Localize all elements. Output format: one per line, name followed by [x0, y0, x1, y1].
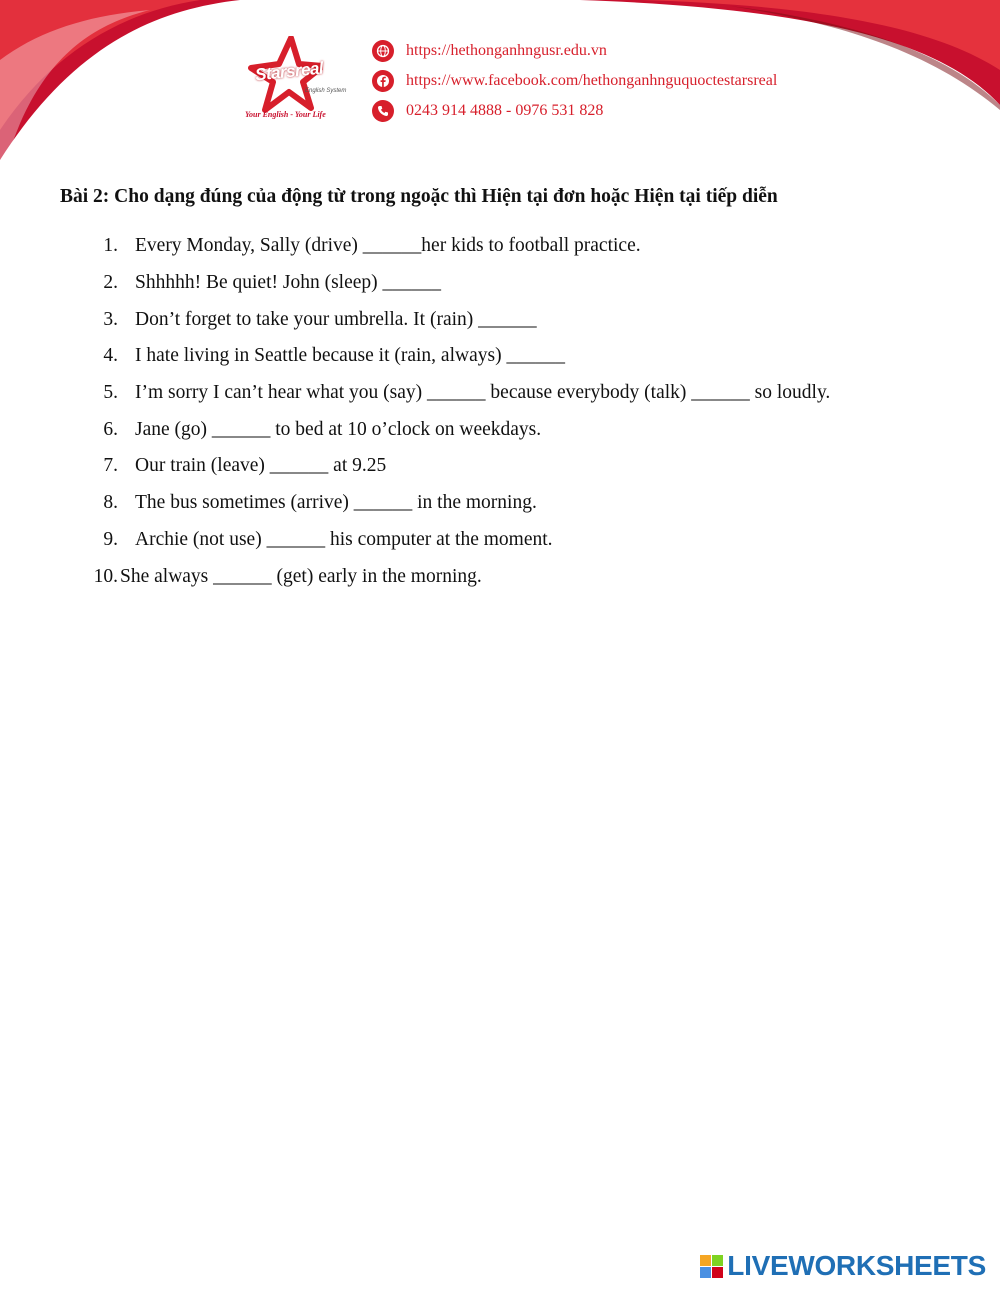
- item-number: 4.: [103, 345, 118, 367]
- header-swoosh-left: [0, 0, 240, 170]
- item-number: 10.: [93, 565, 118, 587]
- item-number: 6.: [103, 418, 118, 440]
- exercise-item: [80, 558, 830, 595]
- exercise-item: [80, 301, 830, 338]
- logo-name: Starsreal: [254, 58, 325, 85]
- item-text: I hate living in Seattle because it (rain, always) ______: [135, 345, 565, 367]
- phone-numbers: 0243 914 4888 - 0976 531 828: [406, 102, 604, 119]
- phone-icon: [372, 100, 394, 122]
- exercise-item: [80, 522, 830, 559]
- liveworksheets-logo[interactable]: [700, 1250, 986, 1282]
- facebook-link[interactable]: https://www.facebook.com/hethonganhnguquoctestarsreal: [406, 72, 778, 89]
- item-number: 3.: [103, 308, 118, 330]
- brand-name: LIVEWORKSHEETS: [727, 1250, 986, 1281]
- item-text: The bus sometimes (arrive) ______ in the morning.: [135, 492, 537, 514]
- contact-info: [372, 36, 777, 126]
- brand-squares-icon: [700, 1255, 723, 1278]
- item-text: Shhhhh! Be quiet! John (sleep) ______: [135, 272, 442, 294]
- item-text: Don’t forget to take your umbrella. It (rain) ______: [135, 308, 537, 330]
- item-text: She always ______ (get) early in the morning.: [120, 565, 482, 587]
- item-number: 5.: [103, 382, 118, 404]
- starsreal-logo: [243, 36, 358, 122]
- item-text: Archie (not use) ______ his computer at the moment.: [135, 528, 553, 550]
- exercise-item: [80, 265, 830, 302]
- item-text: I’m sorry I can’t hear what you (say) ______ because everybody (talk) ______ so loudly.: [135, 382, 831, 404]
- exercise-item: [80, 448, 830, 485]
- exercise-item: [80, 228, 830, 265]
- exercise-item: [80, 485, 830, 522]
- item-number: 2.: [103, 272, 118, 294]
- item-text: Every Monday, Sally (drive) ______her kids to football practice.: [135, 235, 641, 257]
- contact-facebook: [372, 66, 777, 96]
- item-number: 1.: [103, 235, 118, 257]
- exercise-list: [80, 228, 830, 595]
- logo-subtitle: English System: [305, 88, 347, 94]
- globe-icon: [372, 40, 394, 62]
- exercise-title: Bài 2: Cho dạng đúng của động từ trong ngoặc thì Hiện tại đơn hoặc Hiện tại tiếp diễn: [60, 186, 778, 207]
- exercise-item: [80, 338, 830, 375]
- item-text: Jane (go) ______ to bed at 10 o’clock on weekdays.: [135, 418, 542, 440]
- exercise-item: [80, 375, 830, 412]
- contact-website: [372, 36, 777, 66]
- facebook-icon: [372, 70, 394, 92]
- exercise-item: [80, 411, 830, 448]
- item-text: Our train (leave) ______ at 9.25: [135, 455, 387, 477]
- item-number: 8.: [103, 492, 118, 514]
- contact-phone: [372, 96, 777, 126]
- logo-tagline: Your English - Your Life: [245, 110, 326, 119]
- website-link[interactable]: https://hethonganhngusr.edu.vn: [406, 42, 607, 59]
- item-number: 9.: [103, 528, 118, 550]
- item-number: 7.: [103, 455, 118, 477]
